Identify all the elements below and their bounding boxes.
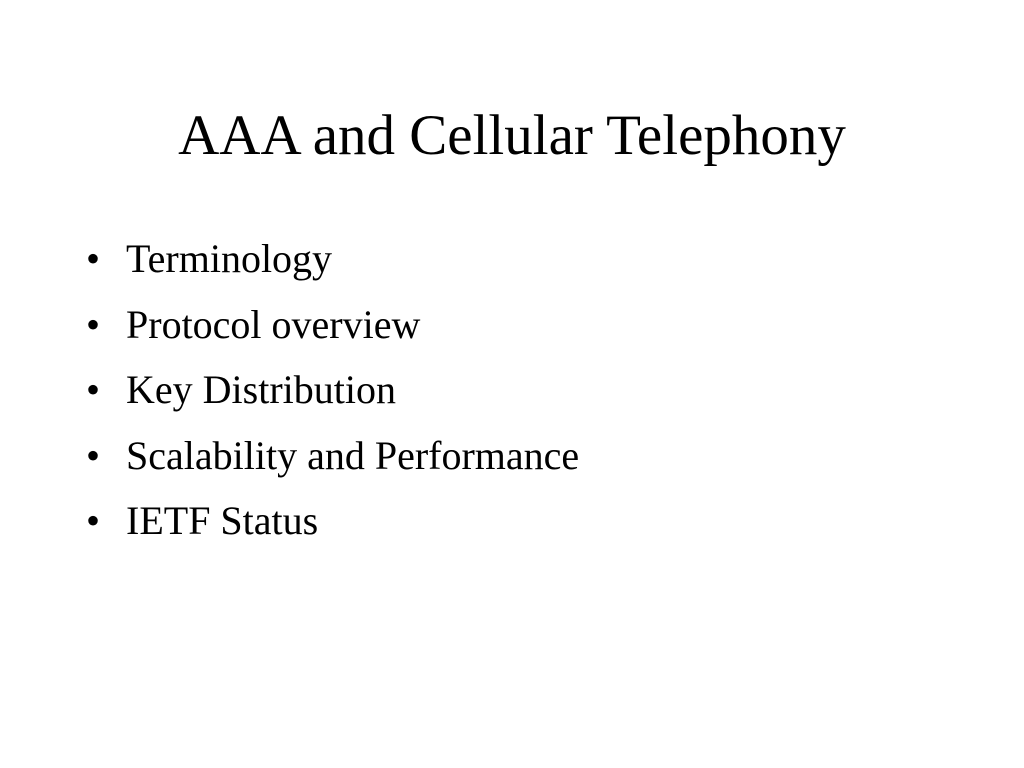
bullet-list [86,226,579,554]
bullet-icon: • [86,367,101,412]
bullet-text: Terminology [126,236,333,281]
bullet-item-scalability-performance [86,423,579,489]
bullet-text: Key Distribution [126,367,396,412]
bullet-icon: • [86,498,101,543]
bullet-text: Protocol overview [126,301,421,347]
bullet-item-ietf-status [86,488,579,554]
slide-title: AAA and Cellular Telephony [178,104,846,167]
bullet-text: Scalability and Performance [126,432,580,478]
bullet-item-key-distribution [86,357,579,423]
bullet-item-terminology [86,226,579,292]
bullet-icon: • [86,301,101,347]
bullet-text: IETF Status [126,498,319,543]
bullet-item-protocol-overview [86,292,579,358]
bullet-icon: • [86,236,101,281]
bullet-icon: • [86,432,101,478]
